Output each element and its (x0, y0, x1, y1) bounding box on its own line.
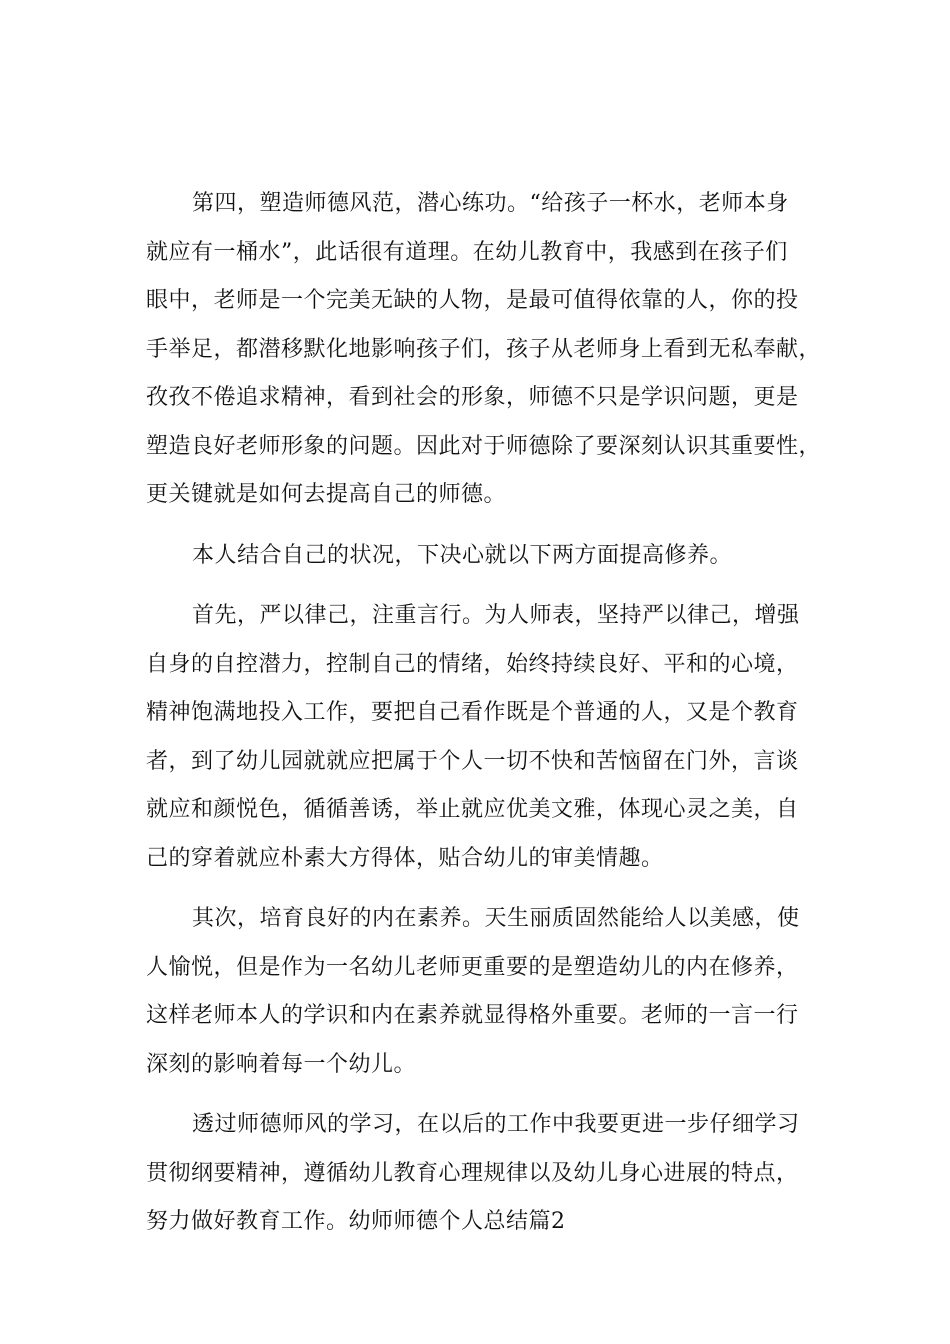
text-line: 自身的自控潜力，控制自己的情绪，始终持续良好、平和的心境， (146, 651, 799, 677)
text-line: 者，到了幼儿园就就应把属于个人一切不快和苦恼留在门外，言谈 (146, 748, 799, 774)
text-line: 塑造良好老师形象的问题。因此对于师德除了要深刻认识其重要性， (146, 433, 822, 459)
text-line: 人愉悦，但是作为一名幼儿老师更重要的是塑造幼儿的内在修养， (146, 954, 799, 980)
paragraph-1 (146, 180, 822, 520)
paragraph-4 (146, 895, 810, 1089)
text-line: 第四，塑造师德风范，潜心练功。“给孩子一杯水，老师本身 (192, 191, 789, 216)
text-line: 其次，培育良好的内在素养。天生丽质固然能给人以美感，使 (192, 906, 800, 931)
text-line: 贯彻纲要精神，遵循幼儿教育心理规律以及幼儿身心进展的特点， (146, 1160, 799, 1186)
paragraph-2 (146, 532, 810, 581)
text-line: 深刻的影响着每一个幼儿。 (146, 1051, 417, 1077)
text-line: 眼中，老师是一个完美无缺的人物，是最可值得依靠的人，你的投 (146, 288, 799, 313)
text-line: 首先，严以律己，注重言行。为人师表，坚持严以律己，增强 (192, 603, 800, 628)
text-line: 努力做好教育工作。幼师师德个人总结篇2 (146, 1209, 566, 1234)
paragraph-5 (146, 1101, 810, 1247)
text-line: 就应有一桶水”，此话很有道理。在幼儿教育中，我感到在孩子们 (146, 239, 788, 265)
text-line: 就应和颜悦色，循循善诱，举止就应优美文雅，体现心灵之美，自 (146, 797, 799, 822)
text-line: 透过师德师风的学习，在以后的工作中我要更进一步仔细学习 (192, 1112, 800, 1137)
text-line: 孜孜不倦追求精神，看到社会的形象，师德不只是学识问题，更是 (146, 385, 799, 410)
text-line: 精神饱满地投入工作，要把自己看作既是个普通的人，又是个教育 (146, 700, 799, 725)
text-line: 己的穿着就应朴素大方得体，贴合幼儿的审美情趣。 (146, 845, 664, 871)
text-line: 手举足，都潜移默化地影响孩子们，孩子从老师身上看到无私奉献， (146, 336, 822, 362)
text-line: 更关键就是如何去提高自己的师德。 (146, 482, 507, 507)
text-line: 本人结合自己的状况，下决心就以下两方面提高修养。 (192, 542, 733, 568)
document-body (146, 180, 822, 1259)
paragraph-3 (146, 592, 810, 883)
text-line: 这样老师本人的学识和内在素养就显得格外重要。老师的一言一行 (146, 1003, 799, 1028)
